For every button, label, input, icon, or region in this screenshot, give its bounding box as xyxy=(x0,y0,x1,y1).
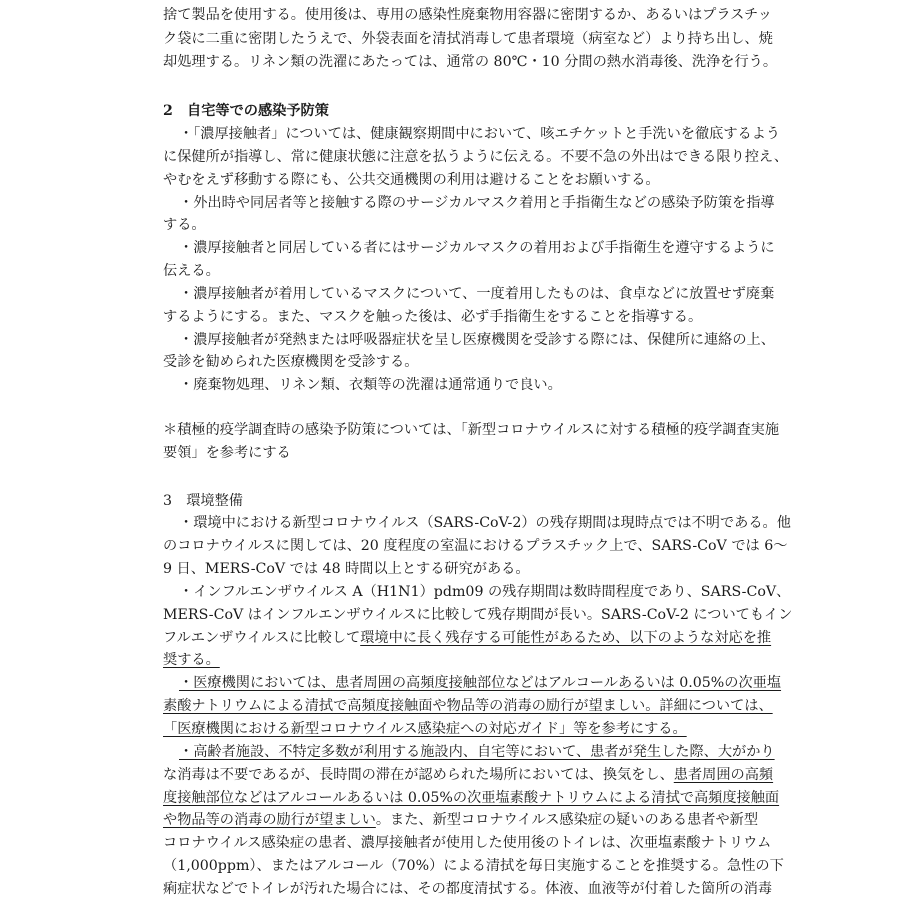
underlined-text: 奨する。 xyxy=(163,652,220,668)
text-line: 伝える。 xyxy=(163,263,220,279)
text-line: ・環境中における新型コロナウイルス（SARS-CoV-2）の残存期間は現時点では不明である。他 xyxy=(179,515,791,531)
text-line xyxy=(163,697,773,716)
text-line: （1,000ppm）、またはアルコール（70%）による清拭を毎日実施することを推奨する。急性の下 xyxy=(163,858,784,874)
text-line xyxy=(163,811,758,830)
text-line xyxy=(163,629,771,648)
note-line: 要領」を参考にする xyxy=(163,445,291,461)
underlined-text: や物品等の消毒の励行が望ましい xyxy=(163,812,376,828)
text-line: ・「濃厚接触者」については、健康観察期間中において、咳エチケットと手洗いを徹底するよう xyxy=(179,126,781,142)
text-line: ・外出時や同居者等と接触する際のサージカルマスク着用と手指衛生などの感染予防策を指導 xyxy=(179,195,775,211)
underlined-text: ・高齢者施設、不特定多数が利用する施設内、自宅等において、患者が発生した際、大がかり xyxy=(179,744,775,760)
text-line: ・廃棄物処理、リネン類、衣類等の洗濯は通常通りで良い。 xyxy=(179,377,562,393)
underlined-text: 「医療機関における新型コロナウイルス感染症への対応ガイド」等を参考にする。 xyxy=(163,721,687,737)
text-line: に保健所が指導し、常に健康状態に注意を払うように伝える。不要不急の外出はできる限り控え、 xyxy=(163,149,789,165)
text-line xyxy=(179,743,775,762)
text-line: ・濃厚接触者が着用しているマスクについて、一度着用したものは、食卓などに放置せず廃棄 xyxy=(179,286,775,302)
text-line: 捨て製品を使用する。使用後は、専用の感染性廃棄物用容器に密閉するか、あるいはプラスチッ xyxy=(163,7,772,23)
section-heading: 3 環境整備 xyxy=(163,493,243,509)
text-line: のコロナウイルスに関しては、20 度程度の室温におけるプラスチック上で、SARS-CoV では 6～ xyxy=(163,538,788,554)
text-line: ・濃厚接触者が発熱または呼吸器症状を呈し医療機関を受診する際には、保健所に連絡の上、 xyxy=(179,332,775,348)
text-line xyxy=(163,651,220,670)
text-line: する。 xyxy=(163,217,206,233)
text-line: ク袋に二重に密閉したうえで、外袋表面を清拭消毒して患者環境（病室など）より持ち出し、焼 xyxy=(163,31,773,47)
text-line: ・インフルエンザウイルス A（H1N1）pdm09 の残存期間は数時間程度であり、SARS-CoV、 xyxy=(179,584,791,600)
underlined-text: 素酸ナトリウムによる清拭で高頻度接触面や物品等の消毒の励行が望ましい。詳細については、 xyxy=(163,698,773,714)
text-line: ・濃厚接触者と同居している者にはサージカルマスクの着用および手指衛生を遵守するように xyxy=(179,240,775,256)
text-line: MERS-CoV はインフルエンザウイルスに比較して残存期間が長い。SARS-CoV-2 についてもイン xyxy=(163,607,793,623)
underlined-text: 患者周囲の高頻 xyxy=(673,767,774,783)
text-segment: フルエンザウイルスに比較して xyxy=(163,630,361,646)
text-segment: な消毒は不要であるが、長時間の滞在が認められた場所においては、換気をし、 xyxy=(163,767,674,783)
section-heading: 2 自宅等での感染予防策 xyxy=(163,103,329,119)
text-line xyxy=(163,720,687,739)
text-line xyxy=(179,674,781,693)
text-line: 9 日、MERS-CoV では 48 時間以上とする研究がある。 xyxy=(163,561,530,577)
underlined-text: 環境中に長く残存する可能性があるため、以下のような対応を推 xyxy=(360,630,772,646)
underlined-text: 度接触部位などはアルコールあるいは 0.05%の次亜塩素酸ナトリウムによる清拭で高頻度接触面 xyxy=(163,790,780,806)
note-line: ＊積極的疫学調査時の感染予防策については、「新型コロナウイルスに対する積極的疫学調査実施 xyxy=(163,422,780,438)
text-line: 痢症状などでトイレが汚れた場合には、その都度清拭する。体液、血液等が付着した箇所の消毒 xyxy=(163,881,773,897)
text-line: するようにする。また、マスクを触った後は、必ず手指衛生をすることを指導する。 xyxy=(163,309,703,325)
text-line: やむをえず移動する際にも、公共交通機関の利用は避けることをお願いする。 xyxy=(163,172,660,188)
text-line: 却処理する。リネン類の洗濯にあたっては、通常の 80℃・10 分間の熱水消毒後、洗浄を行う。 xyxy=(163,54,778,70)
text-line: コロナウイルス感染症の患者、濃厚接触者が使用した使用後のトイレは、次亜塩素酸ナトリウム xyxy=(163,835,772,851)
text-segment: 。また、新型コロナウイルス感染症の疑いのある患者や新型 xyxy=(375,812,759,828)
text-line xyxy=(163,766,773,785)
text-line xyxy=(163,789,779,808)
underlined-text: ・医療機関においては、患者周囲の高頻度接触部位などはアルコールあるいは 0.05%の次亜塩 xyxy=(179,675,782,691)
text-line: 受診を勧められた医療機関を受診する。 xyxy=(163,354,419,370)
